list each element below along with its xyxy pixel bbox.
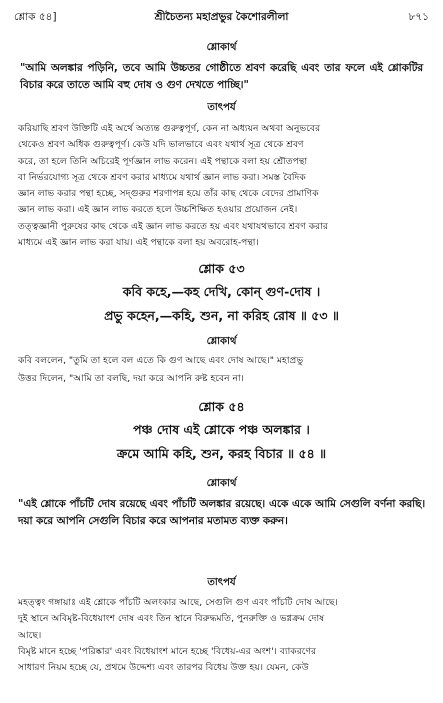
purport-line: তত্ত্বজ্ঞানী পুরুষের কাছ থেকে এই জ্ঞান লাভ করতে হয় এবং যথাযথভাবে শ্রবণ করার [18, 220, 328, 232]
header-page-number: ৮৭১ [408, 11, 429, 23]
verse-54-heading: শ্লোক ৫৪ [198, 399, 245, 414]
translation-text: "এই শ্লোকে পাঁচটি দোষ রয়েছে এবং পাঁচটি অলঙ্কার রয়েছে। একে একে আমি সেগুলি বর্ণনা করছি। দয়া করে আপনি সেগুলি বিচার করে আপনার মতামত ব্যক্ত করুন। [18, 498, 425, 527]
purport-line: করে, তা হলে তিনি অচিরেই পূর্ণজ্ঞান লাভ করেন। এই পন্থাকে বলা হয় শ্রৌতপন্থা [18, 155, 308, 167]
page-header [14, 8, 429, 26]
translation-heading: শ্লোকার্থ [206, 42, 237, 53]
header-verse-ref: শ্লোক ৫৪] [14, 11, 57, 23]
purport-line: জ্ঞান লাভ করার পন্থা হচ্ছে, সদ্গুরুর শরণাপন্ন হয়ে তাঁর কাছ থেকে বেদের প্রামাণিক [18, 188, 319, 200]
verse-53-line-1: কবি কহে,—কহ দেখি, কোন্ গুণ-দোষ । [122, 284, 321, 299]
purport-line: সাধারণ নিয়ম হচ্ছে যে, প্রথমে উদ্দেশ্য এবং তারপর বিধেয় উক্ত হয়। যেমন, কেউ [18, 662, 309, 674]
purport-line: জ্ঞান লাভ করা। এই জ্ঞান লাভ করতে হলে উচ্চশিক্ষিত হওয়ার প্রয়োজন নেই। [18, 204, 298, 216]
verse-54-line-2: ক্রমে আমি কহি, শুন, করহ বিচার ॥ ৫৪ ॥ [116, 446, 327, 461]
purport-line: আছে। [18, 629, 42, 641]
purport-heading: তাৎপর্য [207, 577, 236, 588]
purport-line: করিয়াছি শ্রবণ উক্তিটি এই অর্থে অত্যন্ত গুরুত্বপূর্ণ, কেন না অধ্যয়ন অথবা অনুভবের [18, 123, 321, 134]
header-chapter-title: শ্রীচৈতন্য মহাপ্রভুর কৈশোরলীলা [154, 11, 289, 23]
verse-53-line-2: প্রভু কহেন,—কহি, শুন, না করিহ রোষ ॥ ৫৩ ॥ [104, 308, 339, 323]
purport-line: দুই স্থানে অবিমৃষ্ট-বিধেয়াংশ দোষ এবং তিন স্থানে বিরুদ্ধমতি, পুনরুক্তি ও ভগ্নক্রম দোষ [18, 613, 325, 625]
purport-paragraph [18, 595, 425, 676]
translation-heading: শ্লোকার্থ [206, 478, 237, 489]
translation-heading: শ্লোকার্থ [206, 336, 237, 347]
verse-54-line-1: পঞ্চ দোষ এই শ্লোকে পঞ্চ অলঙ্কার । [133, 422, 310, 437]
purport-line: বা নির্ভরযোগ্য সূত্র থেকে শ্রবণ করার মাধ্যমে যথার্থ জ্ঞান লাভ করা। সমস্ত বৈদিক [18, 171, 306, 183]
translation-text: "আমি অলঙ্কার পড়িনি, তবে আমি উচ্চতর গোষ্ঠীতে শ্রবণ করেছি এবং তার ফলে এই শ্লোকটির বিচার করে তাতে আমি বহু দোষ ও গুণ দেখতে পাচ্ছি।" [20, 62, 423, 91]
purport-line: মাধ্যমে এই জ্ঞান লাভ করা যায়। এই পন্থাকে বলা হয় অবরোহ-পন্থা। [18, 237, 259, 249]
translation-line: কবি বললেন, "তুমি তা হলে বল এতে কি গুণ আছে এবং দোষ আছে।" মহাপ্রভু [18, 355, 304, 366]
purport-paragraph [18, 121, 425, 251]
purport-line: বিমৃষ্ট মানে হচ্ছে 'পরিষ্কার' এবং বিধেয়াংশ মানে হচ্ছে 'বিধেয়-এর অংশ'। ব্যাকরণের [18, 645, 317, 657]
verse-53-heading: শ্লোক ৫৩ [198, 261, 245, 276]
purport-line: মহত্ত্বং গঙ্গায়াঃ এই শ্লোকে পাঁচটি অলংকার আছে, সেগুলি গুণ এবং পাঁচটি দোষ আছে। [18, 597, 338, 608]
purport-heading: তাৎপর্য [207, 102, 236, 113]
purport-line: থেকেও শ্রবণ অধিক গুরুত্বপূর্ণ। কেউ যদি ভালভাবে এবং যথার্থ সূত্র থেকে শ্রবণ [18, 139, 304, 151]
translation-line: উত্তর দিলেন, "আমি তা বলছি, দয়া করে আপনি রুষ্ট হবেন না। [18, 373, 244, 384]
